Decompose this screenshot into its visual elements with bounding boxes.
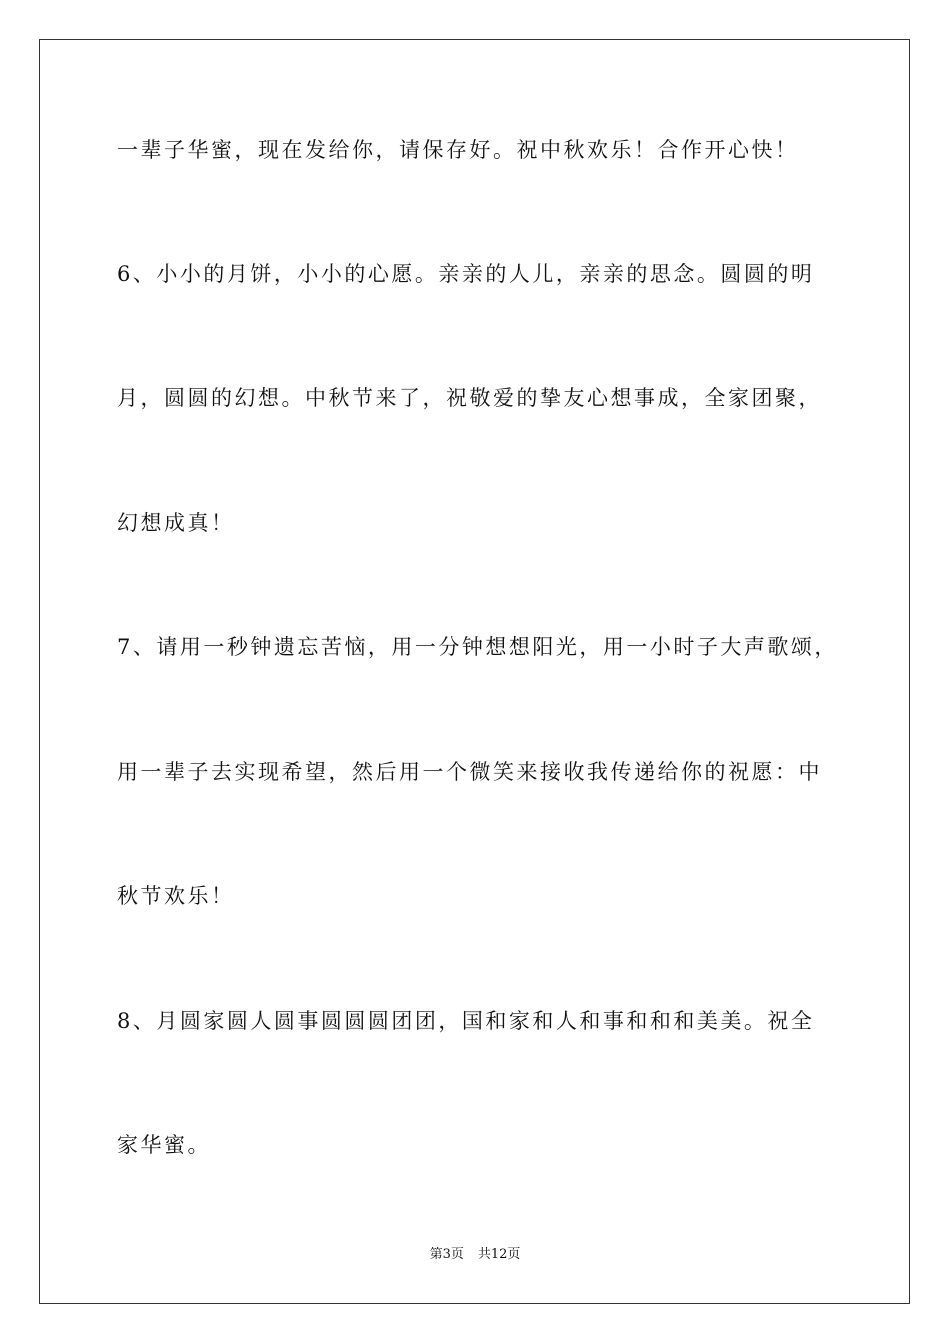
page-number: 第3页 bbox=[429, 1247, 464, 1262]
text-line-3: 月，圆圆的幻想。中秋节来了，祝敬爱的挚友心想事成，全家团聚， bbox=[117, 386, 822, 410]
text-line-7: 秋节欢乐！ bbox=[117, 884, 235, 908]
text-line-9: 家华蜜。 bbox=[117, 1133, 211, 1157]
page-frame bbox=[39, 39, 910, 1304]
text-line-5: 7、请用一秒钟遗忘苦恼，用一分钟想想阳光，用一小时子大声歌颂， bbox=[117, 635, 838, 659]
text-line-2: 6、小小的月饼，小小的心愿。亲亲的人儿，亲亲的思念。圆圆的明 bbox=[117, 262, 815, 286]
page-total: 共12页 bbox=[477, 1247, 521, 1262]
text-line-4: 幻想成真！ bbox=[117, 511, 235, 535]
text-line-8: 8、月圆家圆人圆事圆圆圆团团，国和家和人和事和和和美美。祝全 bbox=[117, 1009, 815, 1033]
page-footer bbox=[0, 1246, 950, 1264]
text-line-1: 一辈子华蜜，现在发给你，请保存好。祝中秋欢乐！合作开心快！ bbox=[117, 138, 799, 162]
text-line-6: 用一辈子去实现希望，然后用一个微笑来接收我传递给你的祝愿：中 bbox=[117, 760, 822, 784]
